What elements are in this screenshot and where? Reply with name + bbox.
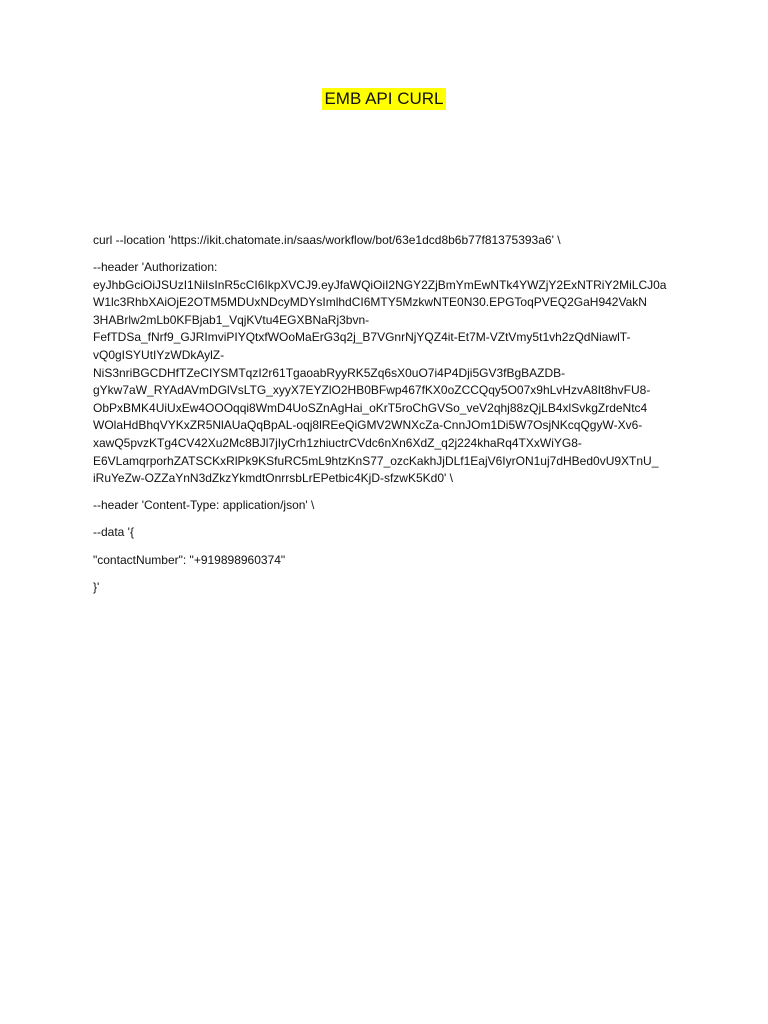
token-line: ObPxBMK4UiUxEw4OOOqqi8WmD4UoSZnAgHai_oKrT5roChGVSo_veV2qhj88zQjLB4xlSvkgZrdeNtc4	[93, 400, 648, 415]
token-line: eyJhbGciOiJSUzI1NiIsInR5cCI6IkpXVCJ9.eyJfaWQiOiI2NGY2ZjBmYmEwNTk4YWZjY2ExNTRiY2MiLCJ0a	[93, 277, 667, 292]
authorization-header-label: --header 'Authorization:	[93, 260, 218, 275]
curl-location-line: curl --location 'https://ikit.chatomate.in/saas/workflow/bot/63e1dcd8b6b77f81375393a6' \	[93, 233, 561, 247]
token-line: xawQ5pvzKTg4CV42Xu2Mc8BJl7jIyCrh1zhiuctrCVdc6nXn6XdZ_q2j224khaRq4TXxWiYG8-	[93, 436, 582, 451]
token-line: gYkw7aW_RYAdAVmDGlVsLTG_xyyX7EYZlO2HB0BFwp467fKX0oZCCQqy5O07x9hLvHzvA8It8hvFU8-	[93, 383, 651, 398]
token-line: E6VLamqrporhZATSCKxRlPk9KSfuRC5mL9htzKnS77_ozcKakhJjDLf1EajV6IyrON1uj7dHBed0vU9XTnU_	[93, 453, 659, 468]
token-line: iRuYeZw-OZZaYnN3dZkzYkmdtOnrrsbLrEPetbic4KjD-sfzwK5Kd0' \	[93, 471, 453, 486]
curl-command-block	[93, 232, 683, 606]
token-line: W1lc3RhbXAiOjE2OTM5MDUxNDcyMDYsImlhdCI6MTY5MzkwNTE0N30.EPGToqPVEQ2GaH942VakN	[93, 295, 647, 310]
document-title: EMB API CURL	[324, 89, 444, 108]
data-open-line: --data '{	[93, 525, 134, 540]
title-container	[0, 88, 768, 110]
token-line: NiS3nriBGCDHfTZeCIYSMTqzI2r61TgaoabRyyRK5Zq6sX0uO7i4P4Dji5GV3fBgBAZDB-	[93, 365, 566, 380]
token-line: 3HABrlw2mLb0KFBjab1_VqjKVtu4EGXBNaRj3bvn-	[93, 312, 370, 327]
token-line: FefTDSa_fNrf9_GJRImviPIYQtxfWOoMaErG3q2j_B7VGnrNjYQZ4it-Et7M-VZtVmy5t1vh2zQdNiawlT-	[93, 330, 631, 345]
token-line: vQ0gISYUtIYzWDkAylZ-	[93, 348, 225, 363]
authorization-header	[93, 259, 683, 488]
content-type-header-line: --header 'Content-Type: application/json' \	[93, 498, 315, 513]
contact-number-line: "contactNumber": "+919898960374"	[93, 552, 286, 567]
token-line: WOlaHdBhqVYKxZR5NlAUaQqBpAL-oqj8lREeQiGMV2WNXcZa-CnnJOm1Di5W7OsjNKcqQgyW-Xv6-	[93, 418, 643, 433]
data-close-line: }'	[93, 579, 100, 594]
